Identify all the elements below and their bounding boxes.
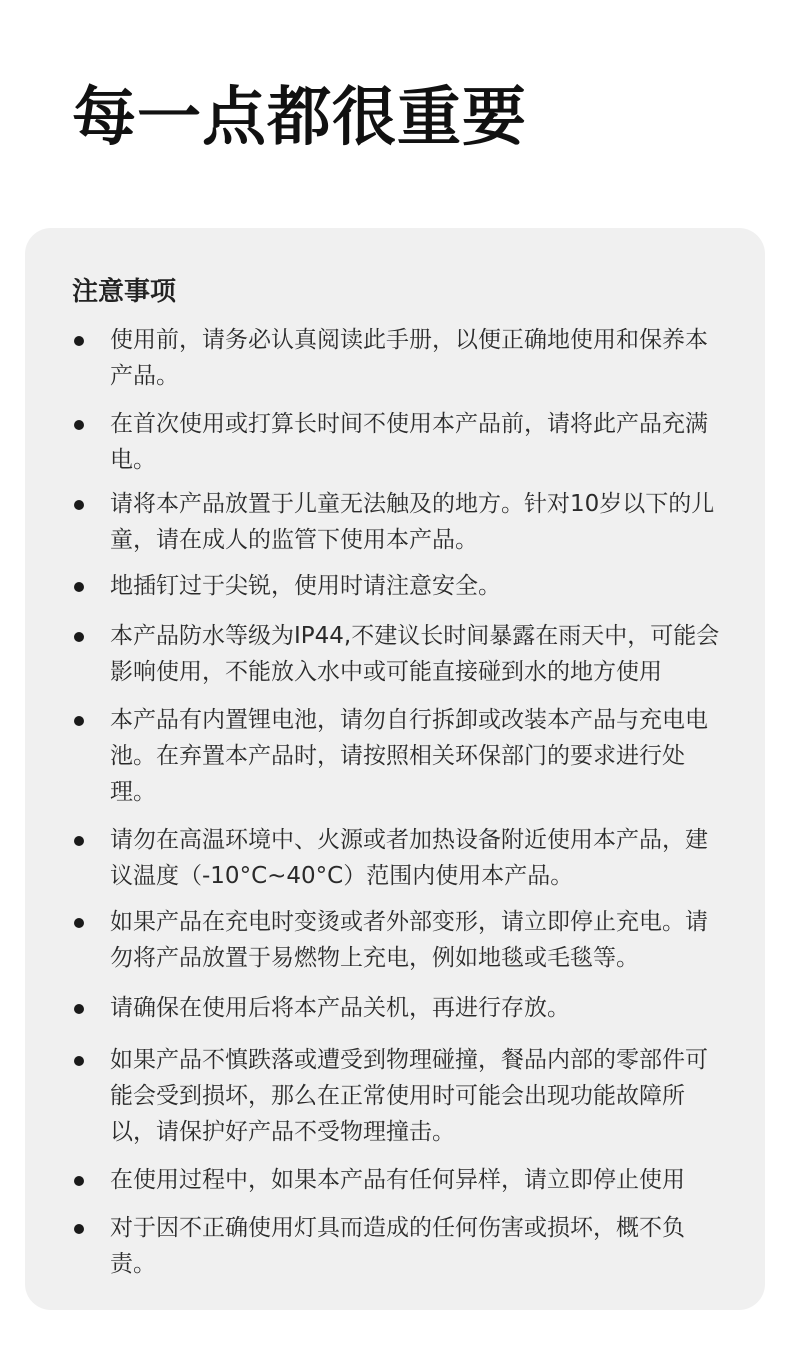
notice-item-text: 本产品防水等级为IP44,不建议长时间暴露在雨天中，可能会影响使用，不能放入水中或可能直接碰到水的地方使用 [110, 623, 720, 685]
bullet-icon [74, 420, 84, 430]
bullet-icon [74, 1224, 84, 1234]
notice-item-text: 地插钉过于尖锐，使用时请注意安全。 [110, 573, 501, 599]
notice-item-text: 在使用过程中，如果本产品有任何异样，请立即停止使用 [110, 1167, 685, 1193]
notice-card [25, 228, 765, 1310]
bullet-icon [74, 836, 84, 846]
bullet-icon [74, 1176, 84, 1186]
notice-item-text: 请勿在高温环境中、火源或者加热设备附近使用本产品，建议温度（-10°C~40°C）范围内使用本产品。 [110, 827, 708, 889]
notice-item-text: 请确保在使用后将本产品关机，再进行存放。 [110, 995, 570, 1021]
notice-item-text: 对于因不正确使用灯具而造成的任何伤害或损坏，概不负责。 [110, 1215, 685, 1277]
notice-item-text: 使用前，请务必认真阅读此手册，以便正确地使用和保养本产品。 [110, 327, 708, 389]
notice-item-text: 请将本产品放置于儿童无法触及的地方。针对10岁以下的儿童，请在成人的监管下使用本产品。 [110, 491, 715, 553]
bullet-icon [74, 500, 84, 510]
notice-item-text: 如果产品在充电时变烫或者外部变形，请立即停止充电。请勿将产品放置于易燃物上充电，例如地毯或毛毯等。 [110, 909, 708, 971]
notice-item-text: 本产品有内置锂电池，请勿自行拆卸或改装本产品与充电电池。在弃置本产品时，请按照相关环保部门的要求进行处理。 [110, 707, 708, 805]
notice-heading: 注意事项 [72, 277, 177, 307]
bullet-icon [74, 716, 84, 726]
page-title: 每一点都很重要 [72, 81, 527, 155]
bullet-icon [74, 336, 84, 346]
bullet-icon [74, 632, 84, 642]
notice-item-text: 在首次使用或打算长时间不使用本产品前，请将此产品充满电。 [110, 411, 708, 473]
bullet-icon [74, 918, 84, 928]
bullet-icon [74, 1004, 84, 1014]
bullet-icon [74, 582, 84, 592]
notice-item-text: 如果产品不慎跌落或遭受到物理碰撞，餐品内部的零部件可能会受到损坏，那么在正常使用时可能会出现功能故障所以，请保护好产品不受物理撞击。 [110, 1047, 708, 1145]
bullet-icon [74, 1056, 84, 1066]
